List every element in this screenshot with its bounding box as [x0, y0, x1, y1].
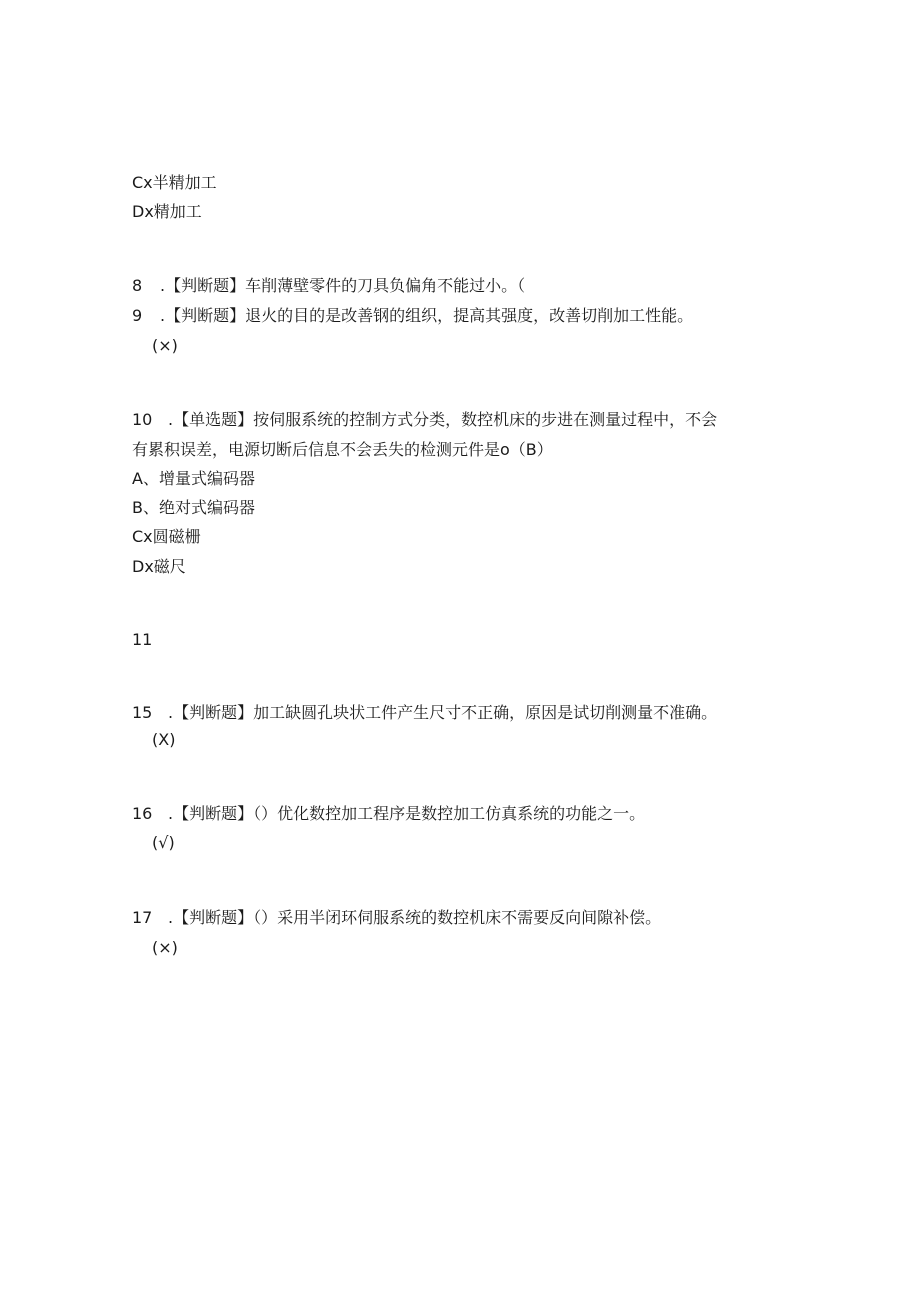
question-number: 11 [132, 630, 153, 649]
question-text: .【判断题】加工缺圆孔块状工件产生尺寸不正确，原因是试切削测量不准确。 [168, 703, 718, 722]
question-16-answer: (√) [152, 833, 175, 852]
question-number: 15 [132, 703, 153, 722]
question-10 [132, 410, 717, 430]
question-number: 16 [132, 804, 153, 823]
question-9 [132, 306, 693, 326]
question-15 [132, 703, 717, 723]
prev-option-d: Dx精加工 [132, 202, 202, 221]
question-number: 17 [132, 908, 153, 927]
question-11 [132, 630, 152, 650]
question-10-option-d: Dx磁尺 [132, 557, 186, 576]
question-17 [132, 908, 661, 928]
question-10-line2: 有累积误差，电源切断后信息不会丢失的检测元件是o（B） [132, 440, 553, 459]
prev-option-c: Cx半精加工 [132, 173, 217, 192]
question-9-answer: (×) [152, 336, 178, 355]
question-text: .【判断题】车削薄壁零件的刀具负偏角不能过小。（ [160, 276, 526, 295]
question-17-answer: (×) [152, 938, 178, 957]
question-10-option-b: B、绝对式编码器 [132, 498, 255, 517]
question-15-answer: (X) [152, 730, 176, 749]
question-8 [132, 276, 525, 296]
question-16 [132, 804, 645, 824]
question-text: .【判断题】退火的目的是改善钢的组织，提高其强度，改善切削加工性能。 [160, 306, 694, 325]
question-number: 8 [132, 276, 143, 295]
question-text: .【判断题】（）优化数控加工程序是数控加工仿真系统的功能之一。 [168, 804, 646, 823]
question-text: .【单选题】按伺服系统的控制方式分类，数控机床的步进在测量过程中，不会 [168, 410, 718, 429]
question-text: .【判断题】（）采用半闭环伺服系统的数控机床不需要反向间隙补偿。 [168, 908, 662, 927]
question-10-option-a: A、增量式编码器 [132, 469, 255, 488]
question-number: 10 [132, 410, 153, 429]
question-10-option-c: Cx圆磁栅 [132, 527, 201, 546]
question-number: 9 [132, 306, 143, 325]
